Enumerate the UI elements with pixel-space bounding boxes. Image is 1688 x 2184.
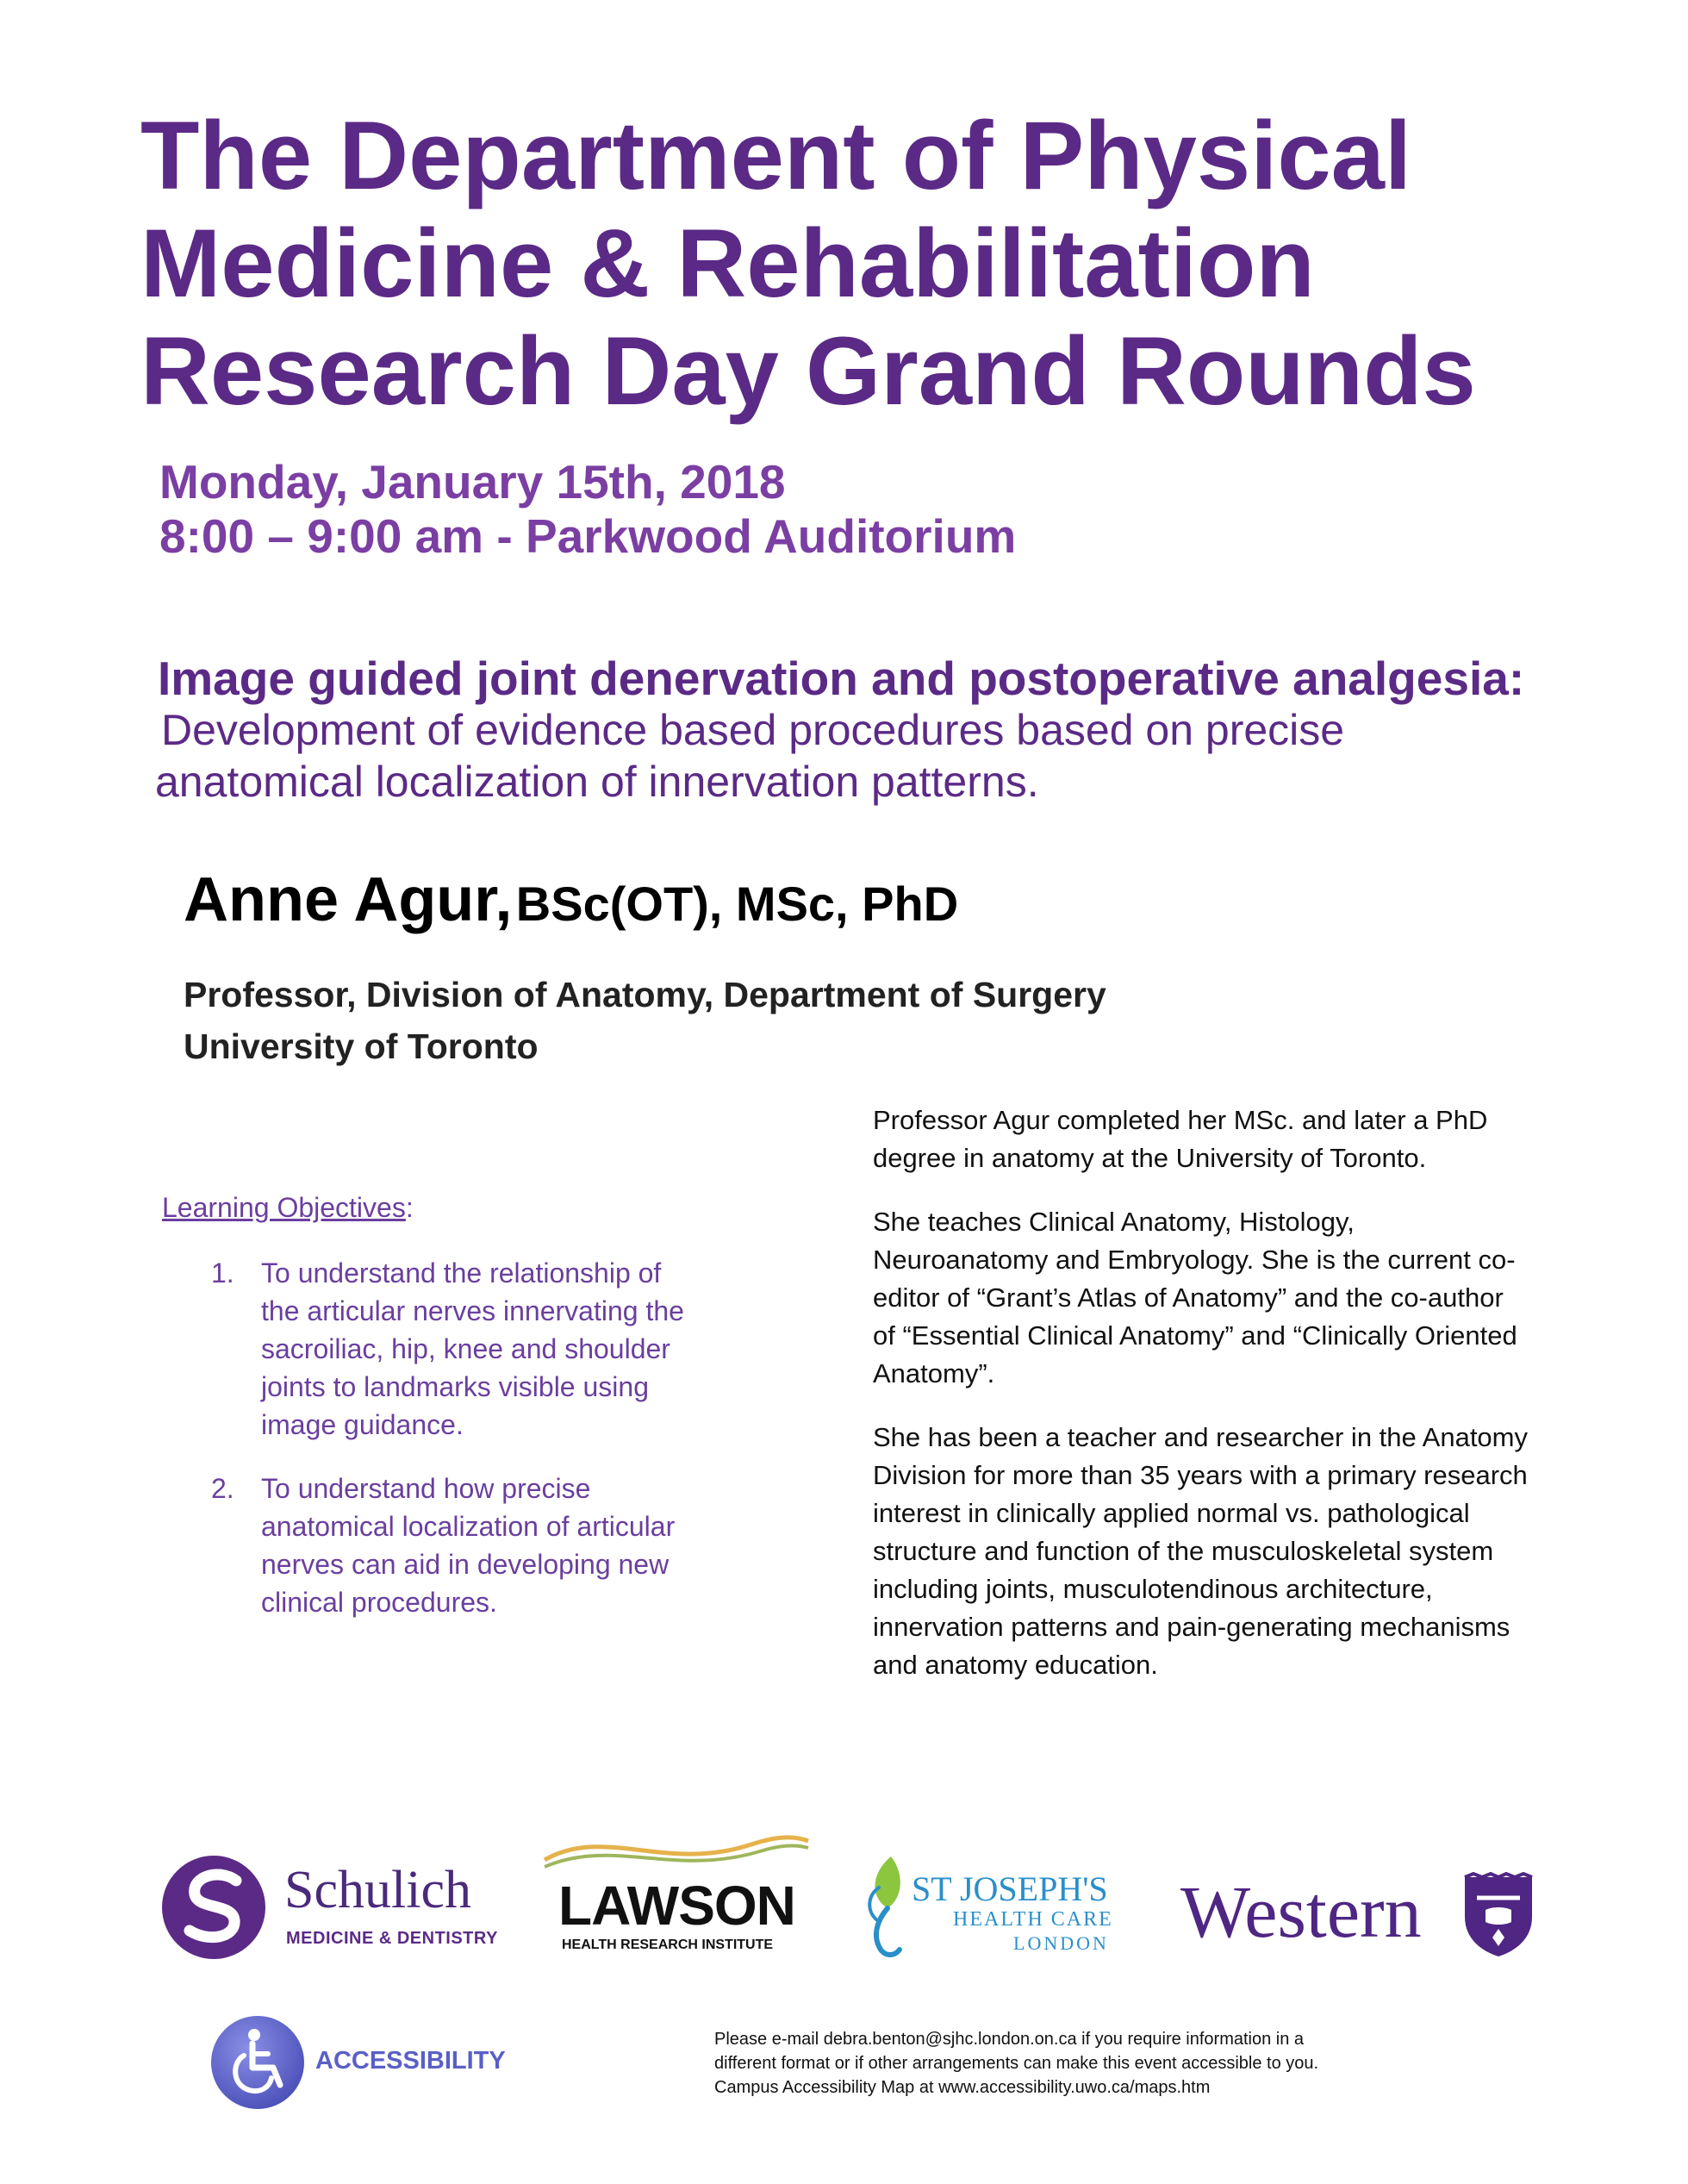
lawson-name: LAWSON <box>558 1875 795 1937</box>
stjosephs-logo <box>862 1853 1120 1965</box>
objective-number: 2. <box>211 1473 234 1504</box>
event-time-location: 8:00 – 9:00 am - Parkwood Auditorium <box>159 509 1017 563</box>
accessibility-note-line: Please e-mail debra.benton@sjhc.london.on.ca if you require information in a <box>714 2030 1305 2049</box>
stjosephs-name: ST JOSEPH'S <box>912 1869 1108 1908</box>
western-name: Western <box>1180 1870 1422 1953</box>
speaker-heading <box>184 864 958 935</box>
stjosephs-line2: HEALTH CARE <box>953 1908 1113 1931</box>
objective-item <box>211 1254 702 1444</box>
schulich-name: Schulich <box>284 1861 471 1919</box>
objective-number: 1. <box>211 1257 234 1289</box>
western-crest-icon <box>1461 1872 1535 1958</box>
talk-block <box>155 652 1525 808</box>
speaker-affiliation <box>184 969 1106 1072</box>
title-line: The Department of Physical <box>140 102 1412 209</box>
bio-paragraph: She teaches Clinical Anatomy, Histology, Neuroanatomy and Embryology. She is the current co-editor of “Grant’s Atlas of Anatomy” and the co-author of “Essential Clinical Anatomy” and “Clinically Oriented Anatomy”. <box>873 1207 1517 1388</box>
lawson-subtitle: HEALTH RESEARCH INSTITUTE <box>562 1938 774 1952</box>
event-date: Monday, January 15th, 2018 <box>159 455 786 509</box>
affiliation-line: Professor, Division of Anatomy, Department of Surgery <box>184 975 1106 1014</box>
talk-description-line: anatomical localization of innervation patterns. <box>155 758 1039 806</box>
objectives-list <box>211 1254 702 1647</box>
accessibility-note-line: Campus Accessibility Map at www.accessibility.uwo.ca/maps.htm <box>714 2078 1211 2097</box>
objectives-heading-suffix: : <box>405 1192 414 1223</box>
stjosephs-leaf-icon <box>862 1853 913 1965</box>
accessibility-note <box>714 2027 1318 2100</box>
accessibility-label: ACCESSIBILITY <box>315 2047 506 2075</box>
accessibility-note-line: different format or if other arrangements can make this event accessible to you. <box>714 2054 1319 2073</box>
title-line: Research Day Grand Rounds <box>140 317 1476 425</box>
event-title <box>140 102 1476 425</box>
objective-text: To understand how precise anatomical localization of articular nerves can aid in developing new clinical procedures. <box>261 1473 676 1618</box>
schulich-subtitle: MEDICINE & DENTISTRY <box>286 1929 498 1948</box>
wheelchair-icon <box>209 2014 306 2111</box>
western-logo <box>1180 1869 1542 1963</box>
lawson-swoosh-icon <box>536 1825 812 1877</box>
objectives-heading-text: Learning Objectives <box>162 1192 406 1223</box>
speaker-name: Anne Agur, <box>184 865 513 934</box>
affiliation-line: University of Toronto <box>184 1026 539 1066</box>
schulich-logo <box>160 1851 496 1963</box>
schulich-emblem-icon <box>160 1851 267 1963</box>
stjosephs-line3: LONDON <box>1013 1932 1109 1954</box>
accessibility-badge <box>209 2014 506 2109</box>
speaker-credentials: BSc(OT), MSc, PhD <box>515 877 959 931</box>
bio-paragraph: Professor Agur completed her MSc. and later a PhD degree in anatomy at the University of Toronto. <box>873 1105 1488 1173</box>
talk-title: Image guided joint denervation and postoperative analgesia: <box>158 652 1525 705</box>
objective-item <box>211 1470 702 1621</box>
talk-description-line: Development of evidence based procedures based on precise <box>161 706 1345 754</box>
objective-text: To understand the relationship of the articular nerves innervating the sacroiliac, hip, knee and shoulder joints to landmarks visible using image guidance. <box>261 1257 684 1440</box>
event-datetime <box>159 455 1016 564</box>
objectives-heading <box>162 1192 414 1224</box>
bio-paragraph: She has been a teacher and researcher in the Anatomy Division for more than 35 years with a primary research interest in clinically applied normal vs. pathological structure and function of the musculoskeletal system including joints, musculotendinous architecture, innervation patterns and pain-generating mechanisms and anatomy education. <box>873 1422 1528 1680</box>
lawson-logo <box>536 1825 812 1955</box>
title-line: Medicine & Rehabilitation <box>140 209 1315 317</box>
speaker-bio <box>873 1101 1528 1710</box>
